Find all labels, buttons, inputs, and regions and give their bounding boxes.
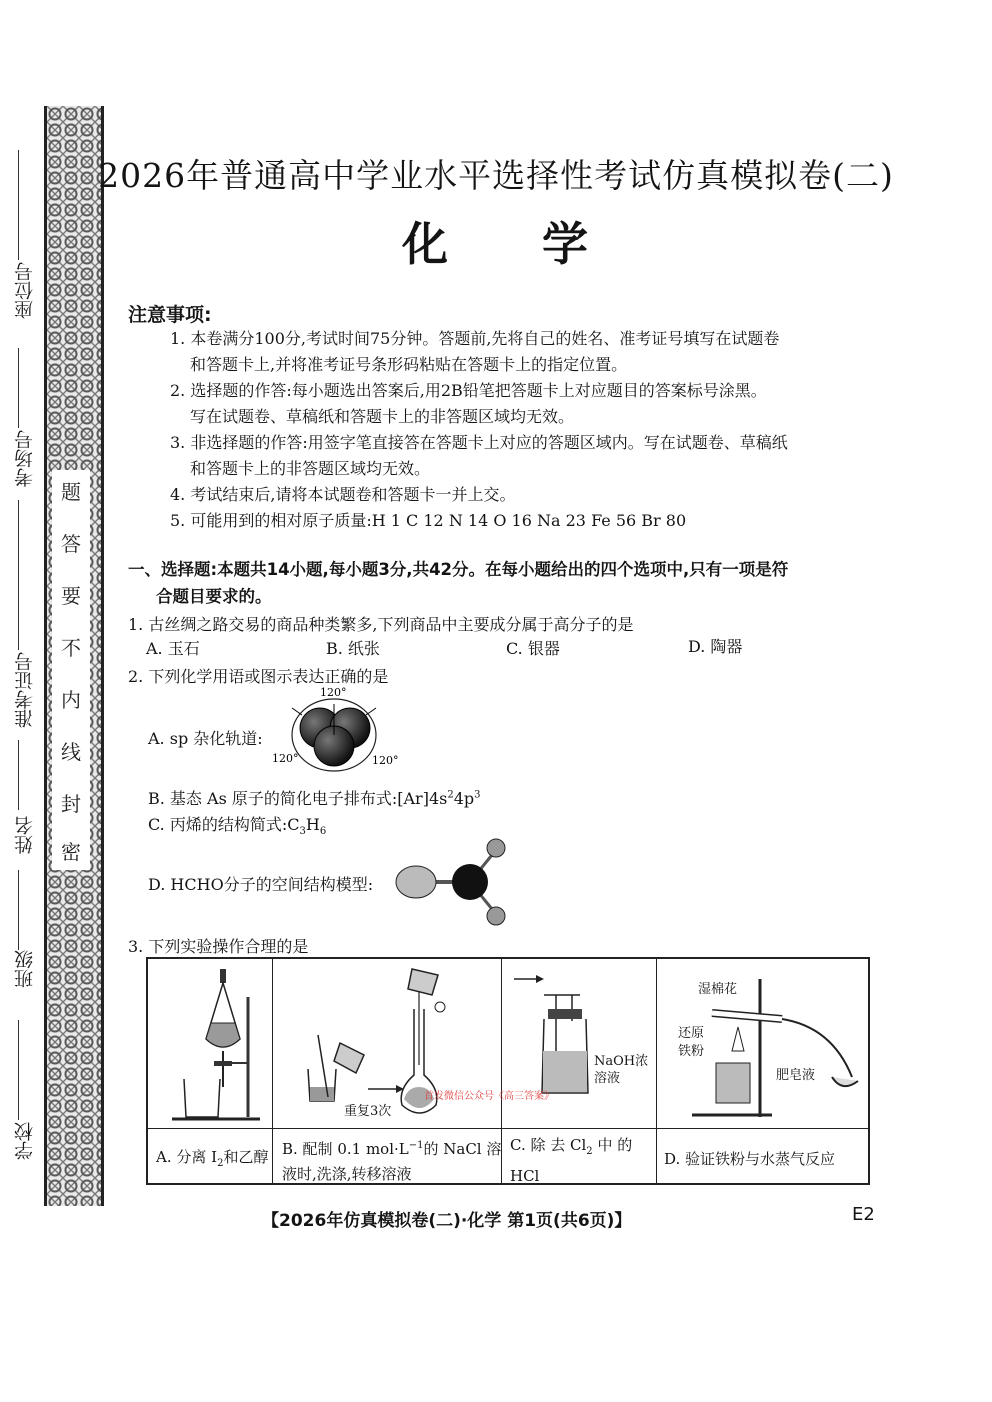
question-3-stem: 3. 下列实验操作合理的是 bbox=[128, 937, 309, 956]
separatory-funnel-apparatus bbox=[162, 967, 262, 1125]
q1-option-b[interactable]: B. 纸张 bbox=[326, 639, 380, 658]
cut-line-char: 密 bbox=[61, 840, 81, 864]
angle-label: 120° bbox=[372, 754, 399, 767]
watermark-text: 首发微信公众号《高三答案》 bbox=[424, 1091, 554, 1102]
page-footer: 【2026年仿真模拟卷(二)·化学 第1页(共6页)】 bbox=[262, 1211, 632, 1231]
q1-option-c[interactable]: C. 银器 bbox=[506, 639, 560, 658]
q3-option-c[interactable]: C. 除 去 $Cl_2$ 中 的 HCl bbox=[510, 1136, 633, 1185]
name-write-line[interactable] bbox=[18, 740, 19, 810]
q2-option-c[interactable]: C. 丙烯的结构简式$:C_3H_6$ bbox=[148, 815, 327, 838]
exam-room-write-line[interactable] bbox=[18, 348, 19, 428]
cotton-label: 湿棉花 bbox=[698, 982, 738, 997]
hcho-molecule-model bbox=[394, 834, 524, 930]
q2-option-b[interactable]: B. 基态 As 原子的简化电子排布式$:[Ar]4s^24p^3$ bbox=[148, 789, 481, 808]
q2-option-d[interactable]: D. HCHO分子的空间结构模型: bbox=[148, 875, 374, 894]
q3-option-b[interactable]: B. 配制 0.1 $mol\cdot L^{-1}$的 NaCl 溶 液时,洗涤,转移溶液 bbox=[282, 1140, 502, 1183]
exam-room-field: 考场号 bbox=[13, 430, 36, 487]
angle-label: 120° bbox=[320, 686, 347, 699]
cut-line-char: 线 bbox=[61, 740, 81, 764]
notice-item: 5. 可能用到的相对原子质量:H 1 C 12 N 14 O 16 Na 23 Fe 56 Br 80 bbox=[170, 511, 687, 530]
sp2-orbital-diagram bbox=[262, 680, 412, 780]
iron-powder-label: 还原 铁粉 bbox=[678, 1026, 705, 1059]
notice-item: 1. 本卷满分100分,考试时间75分钟。答题前,先将自己的姓名、准考证号填写在试题卷 和答题卡上,并将准考证号条形码粘贴在答题卡上的指定位置。 bbox=[170, 329, 780, 374]
cut-line-char: 题 bbox=[61, 480, 81, 504]
q2-option-a[interactable]: A. sp 杂化轨道: bbox=[148, 729, 263, 748]
q3-option-table bbox=[146, 957, 870, 1185]
question-2-stem: 2. 下列化学用语或图示表达正确的是 bbox=[128, 667, 389, 686]
cut-line-char: 不 bbox=[61, 636, 81, 660]
q1-option-a[interactable]: A. 玉石 bbox=[146, 639, 200, 658]
cut-line-char: 要 bbox=[61, 584, 81, 608]
class-write-line[interactable] bbox=[18, 870, 19, 950]
notice-item: 2. 选择题的作答:每小题选出答案后,用2B铅笔把答题卡上对应题目的答案标号涂黑。 写在试题卷、草稿纸和答题卡上的非答题区域均无效。 bbox=[170, 381, 767, 426]
exam-title: 2026年普通高中学业水平选择性考试仿真模拟卷(二) bbox=[98, 156, 894, 195]
name-field: 姓名 bbox=[13, 816, 36, 854]
seat-number-field: 座位号 bbox=[13, 262, 36, 319]
cut-line-char: 答 bbox=[61, 532, 81, 556]
q3-option-a[interactable]: A. 分离 $I_2$和乙醇 bbox=[156, 1148, 269, 1169]
question-1-stem: 1. 古丝绸之路交易的商品种类繁多,下列商品中主要成分属于高分子的是 bbox=[128, 615, 634, 634]
repeat-label: 重复3次 bbox=[344, 1104, 392, 1119]
ticket-number-field: 准考证号 bbox=[13, 652, 36, 728]
notice-item: 3. 非选择题的作答:用签字笔直接答在答题卡上对应的答题区域内。写在试题卷、草稿纸 和答题卡上的非答题区域均无效。 bbox=[170, 433, 788, 478]
section-heading: 一、选择题:本题共14小题,每小题3分,共42分。在每小题给出的四个选项中,只有一项是符 合题目要求的。 bbox=[128, 560, 789, 606]
notice-heading: 注意事项: bbox=[128, 304, 212, 326]
angle-label: 120° bbox=[272, 752, 299, 765]
q3-option-d[interactable]: D. 验证铁粉与水蒸气反应 bbox=[664, 1150, 836, 1168]
naoh-label: NaOH浓 溶液 bbox=[594, 1054, 649, 1086]
soap-label: 肥皂液 bbox=[776, 1068, 816, 1083]
class-field: 班级 bbox=[13, 950, 36, 988]
ticket-write-line[interactable] bbox=[18, 500, 19, 650]
cut-line-char: 内 bbox=[61, 688, 81, 712]
notice-item: 4. 考试结束后,请将本试题卷和答题卡一并上交。 bbox=[170, 485, 516, 504]
subject-title: 化 学 bbox=[402, 217, 590, 271]
school-write-line[interactable] bbox=[18, 1020, 19, 1120]
cut-line-char: 封 bbox=[61, 792, 81, 816]
q1-option-d[interactable]: D. 陶器 bbox=[688, 637, 743, 656]
school-field: 学校 bbox=[13, 1122, 36, 1160]
paper-code: E2 bbox=[852, 1204, 875, 1225]
